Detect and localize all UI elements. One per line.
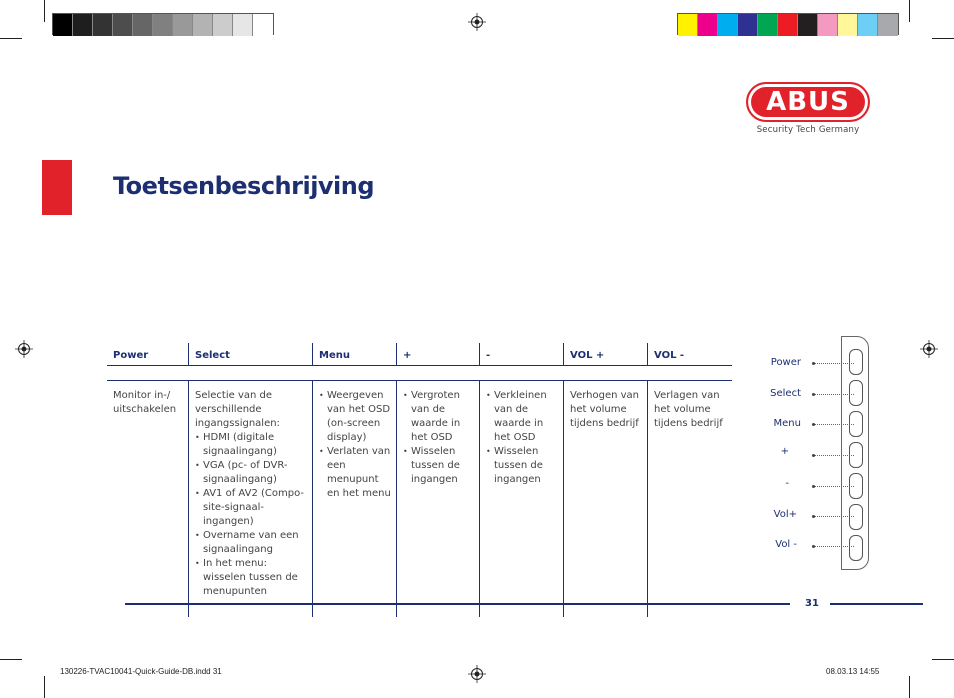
color-swatch [173, 14, 193, 36]
select-list [195, 431, 310, 599]
color-swatch [93, 14, 113, 36]
list-item: • Overname van een signaalingang [195, 529, 310, 557]
color-swatch [153, 14, 173, 36]
color-swatch [818, 14, 838, 36]
color-swatch [53, 14, 73, 36]
leader-line [814, 486, 854, 487]
leader-line [814, 394, 854, 395]
leader-dot [812, 362, 815, 365]
list-item: • Wisselen tussen de ingangen [403, 445, 477, 487]
cell-menu [312, 381, 396, 617]
crop-mark [44, 676, 45, 698]
leader-line [814, 546, 854, 547]
cell-plus [396, 381, 479, 617]
section-marker [42, 160, 72, 215]
column-header-select: Select [188, 343, 312, 365]
color-swatch [133, 14, 153, 36]
color-swatch [858, 14, 878, 36]
column-header-minus: - [479, 343, 563, 365]
color-swatch [73, 14, 93, 36]
leader-line [814, 424, 854, 425]
menu-list [319, 389, 394, 501]
logo-badge [746, 82, 870, 122]
minus-list [486, 389, 561, 487]
select-key [849, 380, 863, 406]
crop-mark [909, 0, 910, 22]
cell-select [188, 381, 312, 617]
leader-dot [812, 454, 815, 457]
color-swatch [838, 14, 858, 36]
color-swatch [778, 14, 798, 36]
registration-mark-icon [468, 665, 486, 683]
process-colorbar [677, 13, 899, 35]
list-item: • VGA (pc- of DVR-signaalingang) [195, 459, 310, 487]
vol-plus-key [849, 504, 863, 530]
color-swatch [758, 14, 778, 36]
print-slug-date: 08.03.13 14:55 [826, 667, 880, 676]
footer-rule [830, 603, 923, 605]
leader-dot [812, 515, 815, 518]
list-item: • Wisselen tussen de ingangen [486, 445, 561, 487]
table-row [107, 381, 732, 617]
cell-power: Monitor in-/ uitschakelen [113, 390, 177, 415]
cell-select-intro: Selectie van de verschillende ingangssignalen: [195, 390, 280, 429]
color-swatch [113, 14, 133, 36]
footer-rule [125, 603, 790, 605]
color-swatch [698, 14, 718, 36]
registration-mark-icon [15, 340, 33, 358]
column-header-menu: Menu [312, 343, 396, 365]
color-swatch [253, 14, 273, 36]
cell-vol-minus: Verlagen van het volume tijdens bedrijf [647, 381, 732, 617]
list-item: • Verkleinen van de waarde in het OSD [486, 389, 561, 445]
list-item: • Vergroten van de waarde in het OSD [403, 389, 477, 445]
list-item: • In het menu: wisselen tussen de menupunten [195, 557, 310, 599]
leader-line [814, 363, 854, 364]
page-number: 31 [805, 598, 819, 609]
crop-mark [932, 659, 954, 660]
logo-tagline: Security Tech Germany [756, 125, 860, 135]
vol-minus-key [849, 535, 863, 561]
side-label-menu: Menu [773, 418, 801, 429]
side-label-plus: + [780, 446, 789, 457]
crop-mark [0, 659, 22, 660]
crop-mark [932, 38, 954, 39]
color-swatch [878, 14, 898, 36]
color-swatch [798, 14, 818, 36]
list-item: • Weergeven van het OSD (on-screen display) [319, 389, 394, 445]
color-swatch [678, 14, 698, 36]
logo-wordmark: ABUS [766, 87, 850, 117]
leader-dot [812, 485, 815, 488]
print-slug-file: 130226-TVAC10041-Quick-Guide-DB.indd 31 [60, 667, 222, 676]
cell-vol-plus: Verhogen van het volume tijdens bedrijf [563, 381, 647, 617]
list-item: • AV1 of AV2 (Compo-site-signaal-ingangen) [195, 487, 310, 529]
table-header-row [107, 343, 732, 366]
list-item: • HDMI (digitale signaalingang) [195, 431, 310, 459]
side-label-vol-plus: Vol+ [773, 509, 797, 520]
color-swatch [718, 14, 738, 36]
page-title: Toetsenbeschrijving [113, 172, 375, 200]
side-label-power: Power [770, 357, 801, 368]
power-key [849, 349, 863, 375]
column-header-vol-plus: VOL + [563, 343, 647, 365]
leader-dot [812, 393, 815, 396]
crop-mark [0, 38, 22, 39]
leader-dot [812, 545, 815, 548]
registration-mark-icon [468, 13, 486, 31]
column-header-power: Power [113, 350, 149, 361]
leader-line [814, 516, 854, 517]
table-spacer-row [107, 366, 732, 381]
side-label-select: Select [770, 388, 801, 399]
leader-line [814, 455, 854, 456]
column-header-plus: + [396, 343, 479, 365]
color-swatch [738, 14, 758, 36]
color-swatch [193, 14, 213, 36]
side-label-minus: - [785, 478, 789, 489]
leader-dot [812, 423, 815, 426]
crop-mark [44, 0, 45, 22]
registration-mark-icon [920, 340, 938, 358]
crop-mark [909, 676, 910, 698]
column-header-vol-minus: VOL - [647, 343, 732, 365]
abus-logo [746, 82, 870, 135]
color-swatch [213, 14, 233, 36]
gray-ramp-colorbar [52, 13, 274, 35]
cell-minus [479, 381, 563, 617]
side-label-vol-minus: Vol - [775, 539, 797, 550]
plus-list [403, 389, 477, 487]
list-item: • Verlaten van een menupunt en het menu [319, 445, 394, 501]
key-description-table [107, 343, 732, 617]
color-swatch [233, 14, 253, 36]
